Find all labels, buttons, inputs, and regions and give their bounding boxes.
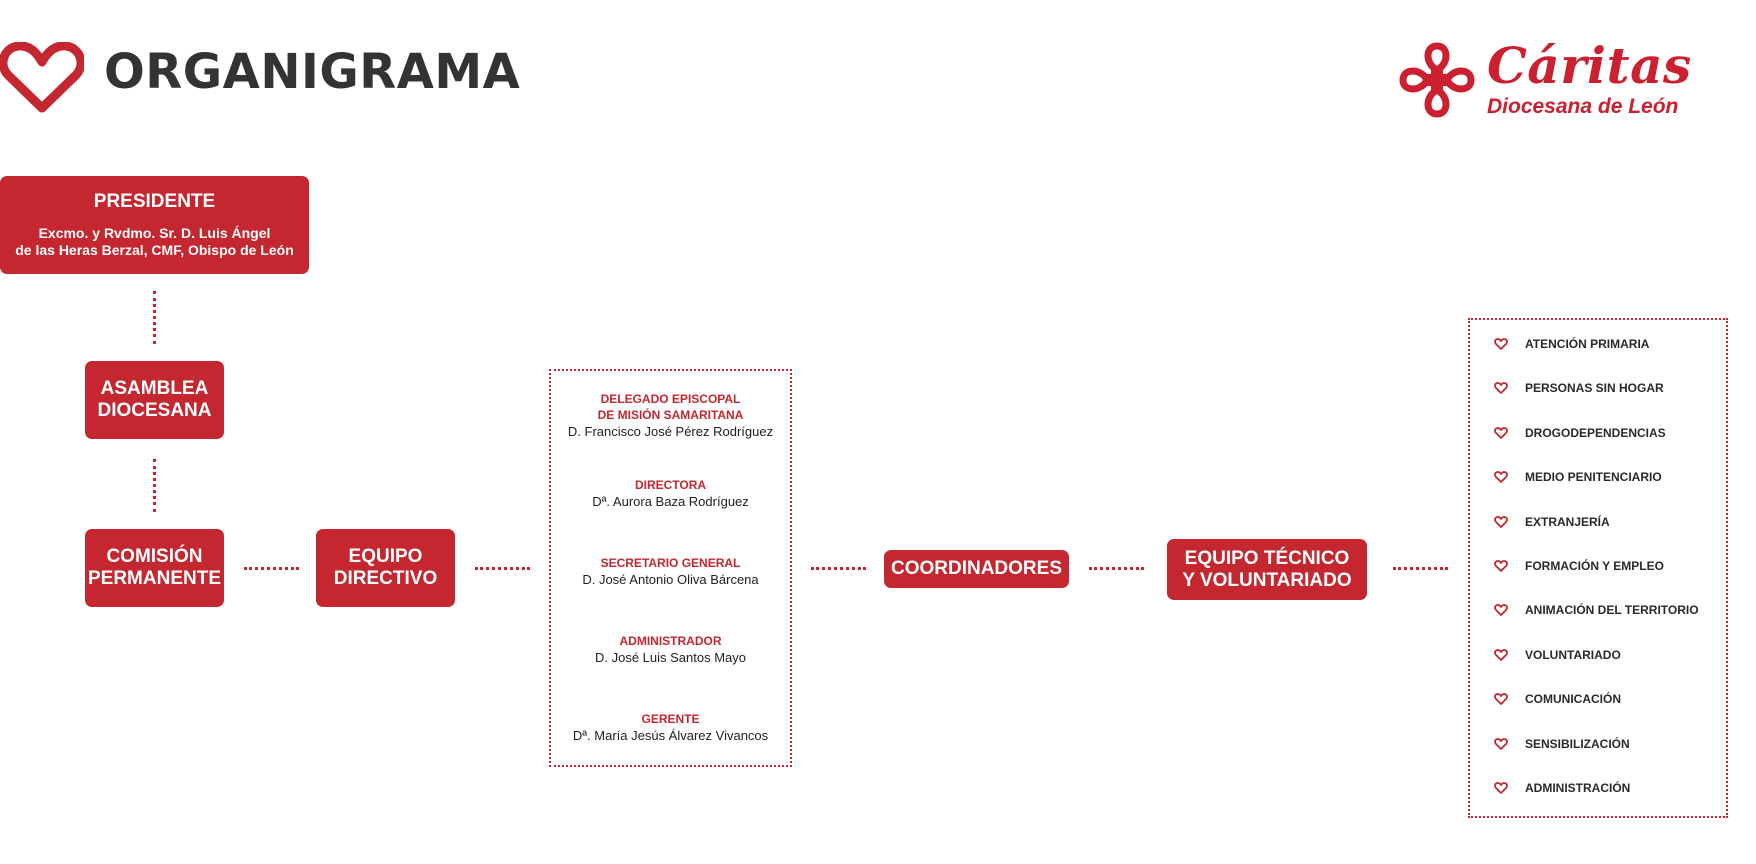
area-item — [1494, 781, 1630, 795]
area-item — [1494, 381, 1664, 395]
heart-outline-icon — [1494, 381, 1508, 395]
directivo-name: Dª. María Jesús Álvarez Vivancos — [572, 728, 769, 743]
directivo-role: ADMINISTRADOR — [619, 634, 722, 648]
coordinadores-box — [884, 550, 1069, 588]
heart-icon — [0, 42, 84, 114]
brand-name: Cáritas — [1487, 36, 1692, 95]
area-label: COMUNICACIÓN — [1525, 692, 1621, 707]
heart-outline-icon — [1494, 648, 1508, 662]
equipo-directivo-box — [316, 529, 455, 607]
equipo-tecnico-label: EQUIPO TÉCNICO Y VOLUNTARIADO — [1182, 547, 1352, 591]
area-item — [1494, 515, 1610, 529]
area-label: ADMINISTRACIÓN — [1525, 781, 1631, 795]
connector-line — [1089, 567, 1144, 570]
area-item — [1494, 559, 1664, 573]
directivo-role: DIRECTORA — [634, 478, 707, 492]
heart-outline-icon — [1494, 737, 1508, 751]
area-label: SENSIBILIZACIÓN — [1525, 736, 1630, 751]
heart-outline-icon — [1494, 603, 1508, 617]
heart-outline-icon — [1494, 781, 1508, 795]
directivo-name: D. José Luis Santos Mayo — [594, 650, 747, 665]
area-label: DROGODEPENDENCIAS — [1525, 425, 1666, 440]
area-item — [1494, 648, 1621, 662]
connector-line — [811, 567, 866, 570]
asamblea-label: ASAMBLEA DIOCESANA — [97, 378, 212, 421]
connector-line — [1393, 567, 1448, 570]
area-item — [1494, 737, 1630, 751]
area-label: FORMACIÓN Y EMPLEO — [1525, 559, 1664, 573]
area-item — [1494, 603, 1699, 617]
heart-outline-icon — [1494, 426, 1508, 440]
comision-label: COMISIÓN PERMANENTE — [87, 546, 221, 589]
area-label: EXTRANJERÍA — [1525, 514, 1610, 529]
directivo-item — [550, 711, 791, 744]
directivo-role: SECRETARIO GENERAL — [600, 556, 741, 570]
directivo-item — [550, 555, 791, 588]
heart-outline-icon — [1494, 470, 1508, 484]
directivo-name: D. Francisco José Pérez Rodríguez — [567, 424, 774, 439]
area-item — [1494, 692, 1621, 706]
area-label: MEDIO PENITENCIARIO — [1525, 470, 1662, 485]
heart-outline-icon — [1494, 515, 1508, 529]
area-label: ANIMACIÓN DEL TERRITORIO — [1525, 603, 1699, 618]
directivo-name: D. José Antonio Oliva Bárcena — [582, 572, 759, 587]
area-item — [1494, 337, 1649, 351]
area-label: PERSONAS SIN HOGAR — [1525, 381, 1664, 396]
presidente-title: PRESIDENTE — [93, 191, 216, 212]
area-label: VOLUNTARIADO — [1525, 647, 1621, 662]
connector-line — [475, 567, 530, 570]
heart-outline-icon — [1494, 692, 1508, 706]
directivo-item — [550, 391, 791, 440]
connector-line — [153, 459, 156, 512]
connector-line — [153, 291, 156, 344]
asamblea-box — [85, 361, 224, 439]
page-title: ORGANIGRAMA — [104, 44, 521, 100]
directivo-item — [550, 477, 791, 510]
heart-outline-icon — [1494, 559, 1508, 573]
equipo-tecnico-box — [1167, 539, 1367, 600]
directivo-item — [550, 633, 791, 666]
area-item — [1494, 426, 1666, 440]
area-item — [1494, 470, 1662, 484]
comision-box — [85, 529, 224, 607]
directivo-role: DELEGADO EPISCOPAL DE MISIÓN SAMARITANA — [597, 392, 744, 422]
caritas-cross-icon — [1395, 38, 1479, 122]
presidente-box — [0, 176, 309, 274]
directivo-role: GERENTE — [641, 712, 700, 726]
connector-line — [244, 567, 299, 570]
coordinadores-label: COORDINADORES — [890, 558, 1062, 579]
heart-outline-icon — [1494, 337, 1508, 351]
equipo-directivo-label: EQUIPO DIRECTIVO — [333, 546, 438, 589]
area-label: ATENCIÓN PRIMARIA — [1525, 337, 1650, 351]
presidente-name: Excmo. y Rvdmo. Sr. D. Luis Ángel de las Heras Berzal, CMF, Obispo de León — [15, 225, 294, 258]
directivo-name: Dª. Aurora Baza Rodríguez — [592, 494, 749, 509]
brand-subtitle: Diocesana de León — [1487, 95, 1679, 118]
